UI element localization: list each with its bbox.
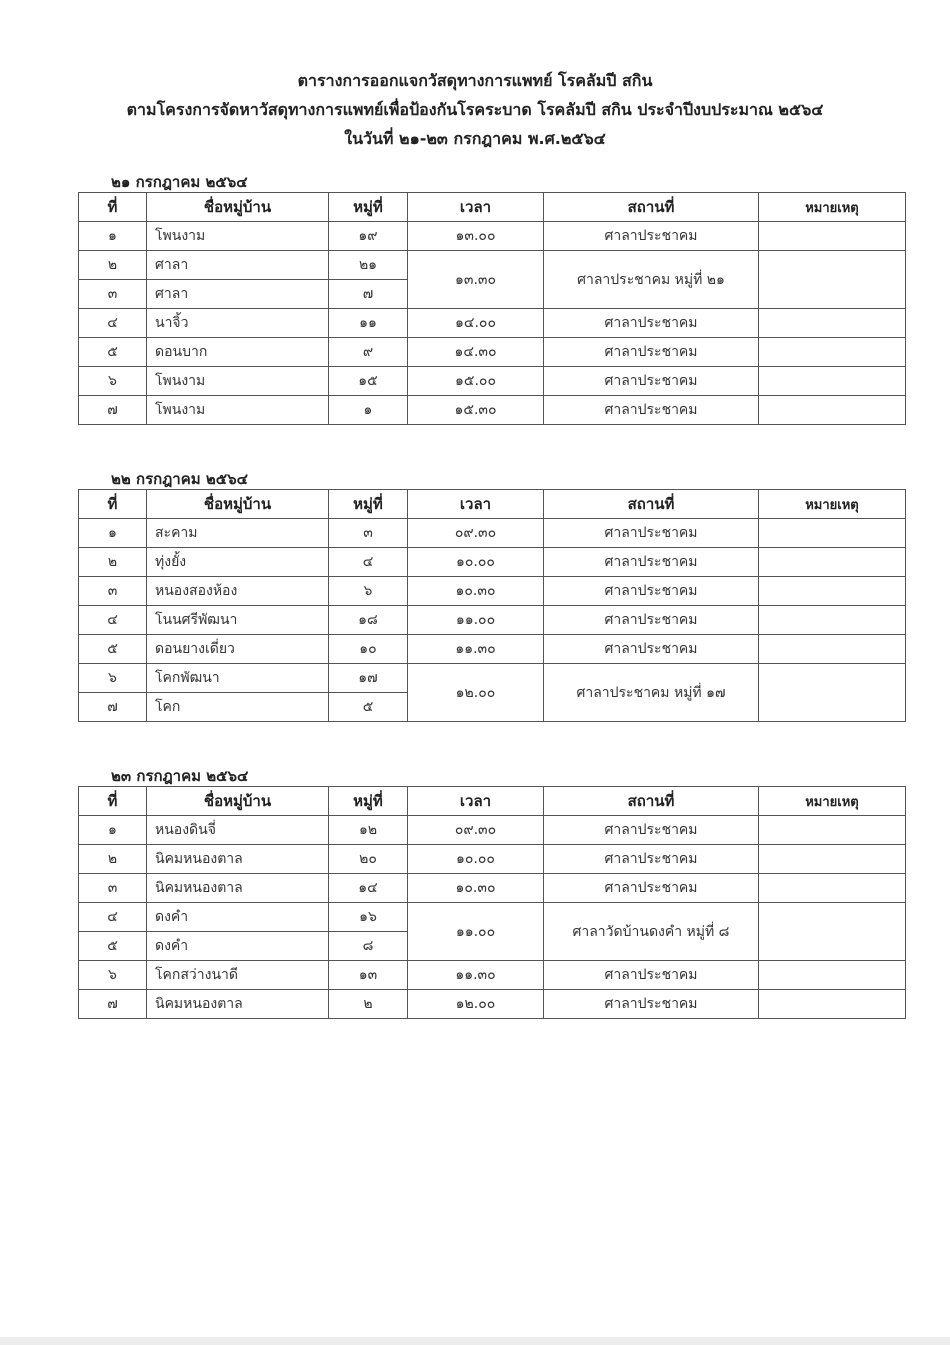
cell-place: ศาลาประชาคม — [544, 548, 759, 577]
cell-no: ๑ — [79, 519, 147, 548]
cell-no: ๖ — [79, 664, 147, 693]
cell-no: ๖ — [79, 961, 147, 990]
cell-time: ๑๔.๓๐ — [408, 338, 544, 367]
cell-village: โนนศรีพัฒนา — [147, 606, 329, 635]
cell-note — [759, 577, 906, 606]
cell-place: ศาลาประชาคม — [544, 990, 759, 1019]
cell-village: นิคมหนองตาล — [147, 845, 329, 874]
col-header-village: ชื่อหมู่บ้าน — [147, 193, 329, 222]
cell-time: ๑๑.๓๐ — [408, 961, 544, 990]
cell-note — [759, 367, 906, 396]
cell-no: ๓ — [79, 280, 147, 309]
cell-time: ๑๑.๐๐ — [408, 606, 544, 635]
cell-place: ศาลาประชาคม — [544, 635, 759, 664]
cell-moo: ๑๕ — [329, 367, 408, 396]
cell-place: ศาลาประชาคม — [544, 961, 759, 990]
col-header-place: สถานที่ — [544, 193, 759, 222]
cell-no: ๔ — [79, 309, 147, 338]
col-header-note: หมายเหตุ — [759, 193, 906, 222]
col-header-no: ที่ — [79, 787, 147, 816]
cell-moo: ๔ — [329, 548, 408, 577]
cell-time: ๑๒.๐๐ — [408, 664, 544, 722]
cell-note — [759, 606, 906, 635]
header-dates: ในวันที่ ๒๑-๒๓ กรกฎาคม พ.ศ.๒๕๖๔ — [344, 129, 606, 148]
cell-note — [759, 222, 906, 251]
cell-place: ศาลาประชาคม — [544, 874, 759, 903]
cell-no: ๓ — [79, 577, 147, 606]
cell-time: ๑๐.๐๐ — [408, 845, 544, 874]
table-row — [79, 903, 906, 932]
table-row — [79, 519, 906, 548]
cell-village: ศาลา — [147, 280, 329, 309]
col-header-note: หมายเหตุ — [759, 787, 906, 816]
table-header-row — [79, 490, 906, 519]
cell-moo: ๕ — [329, 693, 408, 722]
cell-no: ๖ — [79, 367, 147, 396]
cell-moo: ๓ — [329, 519, 408, 548]
cell-no: ๗ — [79, 396, 147, 425]
cell-moo: ๒ — [329, 990, 408, 1019]
cell-time: ๐๙.๓๐ — [408, 519, 544, 548]
cell-moo: ๒๐ — [329, 845, 408, 874]
cell-moo: ๘ — [329, 932, 408, 961]
col-header-moo: หมู่ที่ — [329, 490, 408, 519]
cell-note — [759, 338, 906, 367]
cell-place: ศาลาประชาคม — [544, 606, 759, 635]
cell-moo: ๖ — [329, 577, 408, 606]
cell-time: ๑๓.๓๐ — [408, 251, 544, 309]
table-row — [79, 874, 906, 903]
cell-time: ๑๔.๐๐ — [408, 309, 544, 338]
cell-village: โพนงาม — [147, 396, 329, 425]
cell-no: ๔ — [79, 606, 147, 635]
cell-time: ๑๐.๓๐ — [408, 874, 544, 903]
table-row — [79, 816, 906, 845]
cell-note — [759, 845, 906, 874]
cell-moo: ๑๒ — [329, 816, 408, 845]
table-row — [79, 845, 906, 874]
day-section-22 — [78, 469, 905, 722]
cell-time: ๑๑.๐๐ — [408, 903, 544, 961]
cell-place: ศาลาประชาคม — [544, 396, 759, 425]
cell-moo: ๑๔ — [329, 874, 408, 903]
header-project: ตามโครงการจัดหาวัสดุทางการแพทย์เพื่อป้องกันโรคระบาด โรคลัมปี สกิน ประจำปีงบประมาณ ๒๕๖๔ — [126, 100, 824, 119]
cell-village: ดงคำ — [147, 932, 329, 961]
cell-time: ๑๐.๐๐ — [408, 548, 544, 577]
schedule-table — [78, 192, 906, 425]
day-date-label: ๒๓ กรกฎาคม ๒๕๖๔ — [111, 767, 249, 785]
cell-place: ศาลาประชาคม — [544, 577, 759, 606]
table-row — [79, 577, 906, 606]
cell-village: นิคมหนองตาล — [147, 874, 329, 903]
cell-no: ๓ — [79, 874, 147, 903]
cell-no: ๗ — [79, 693, 147, 722]
cell-note — [759, 396, 906, 425]
cell-time: ๑๓.๐๐ — [408, 222, 544, 251]
col-header-village: ชื่อหมู่บ้าน — [147, 490, 329, 519]
cell-place: ศาลาประชาคม — [544, 816, 759, 845]
cell-village: หนองดินจี่ — [147, 816, 329, 845]
cell-no: ๑ — [79, 816, 147, 845]
cell-place: ศาลาประชาคม — [544, 519, 759, 548]
table-row — [79, 961, 906, 990]
cell-moo: ๑๐ — [329, 635, 408, 664]
cell-place: ศาลาประชาคม — [544, 222, 759, 251]
cell-moo: ๑๙ — [329, 222, 408, 251]
cell-note — [759, 251, 906, 309]
table-row — [79, 664, 906, 693]
cell-moo: ๑๘ — [329, 606, 408, 635]
cell-village: โพนงาม — [147, 367, 329, 396]
table-row — [79, 367, 906, 396]
cell-no: ๕ — [79, 932, 147, 961]
day-date-label: ๒๑ กรกฎาคม ๒๕๖๔ — [111, 173, 248, 191]
cell-village: ศาลา — [147, 251, 329, 280]
schedule-table — [78, 786, 906, 1019]
cell-time: ๑๐.๓๐ — [408, 577, 544, 606]
cell-note — [759, 903, 906, 961]
cell-no: ๑ — [79, 222, 147, 251]
document-header — [0, 66, 950, 153]
cell-moo: ๙ — [329, 338, 408, 367]
cell-moo: ๑๑ — [329, 309, 408, 338]
cell-moo: ๑๗ — [329, 664, 408, 693]
cell-place: ศาลาประชาคม หมู่ที่ ๑๗ — [544, 664, 759, 722]
col-header-time: เวลา — [408, 787, 544, 816]
cell-place: ศาลาประชาคม — [544, 845, 759, 874]
table-row — [79, 548, 906, 577]
schedule-table — [78, 489, 906, 722]
day-section-21 — [78, 172, 905, 425]
col-header-place: สถานที่ — [544, 490, 759, 519]
cell-note — [759, 548, 906, 577]
table-header-row — [79, 787, 906, 816]
cell-note — [759, 874, 906, 903]
cell-village: โพนงาม — [147, 222, 329, 251]
table-row — [79, 606, 906, 635]
header-title: ตารางการออกแจกวัสดุทางการแพทย์ โรคลัมปี สกิน — [297, 71, 653, 90]
cell-village: ทุ่งยั้ง — [147, 548, 329, 577]
cell-moo: ๗ — [329, 280, 408, 309]
cell-moo: ๑ — [329, 396, 408, 425]
cell-no: ๕ — [79, 635, 147, 664]
table-row — [79, 990, 906, 1019]
cell-note — [759, 816, 906, 845]
cell-moo: ๑๖ — [329, 903, 408, 932]
cell-note — [759, 635, 906, 664]
table-row — [79, 338, 906, 367]
cell-village: นาจิ้ว — [147, 309, 329, 338]
col-header-village: ชื่อหมู่บ้าน — [147, 787, 329, 816]
cell-time: ๑๒.๐๐ — [408, 990, 544, 1019]
day-date-label: ๒๒ กรกฎาคม ๒๕๖๔ — [111, 470, 248, 488]
col-header-note: หมายเหตุ — [759, 490, 906, 519]
cell-place: ศาลาประชาคม หมู่ที่ ๒๑ — [544, 251, 759, 309]
cell-time: ๑๕.๐๐ — [408, 367, 544, 396]
cell-note — [759, 519, 906, 548]
page-bottom-edge — [0, 1337, 950, 1345]
cell-moo: ๒๑ — [329, 251, 408, 280]
cell-no: ๒ — [79, 845, 147, 874]
cell-moo: ๑๓ — [329, 961, 408, 990]
col-header-place: สถานที่ — [544, 787, 759, 816]
table-header-row — [79, 193, 906, 222]
cell-note — [759, 664, 906, 722]
cell-village: นิคมหนองตาล — [147, 990, 329, 1019]
table-row — [79, 635, 906, 664]
cell-village: หนองสองห้อง — [147, 577, 329, 606]
table-row — [79, 309, 906, 338]
cell-village: โคกสว่างนาดี — [147, 961, 329, 990]
cell-village: ดงคำ — [147, 903, 329, 932]
cell-village: ดอนบาก — [147, 338, 329, 367]
cell-village: ดอนยางเดี่ยว — [147, 635, 329, 664]
cell-village: โคก — [147, 693, 329, 722]
table-row — [79, 251, 906, 280]
cell-time: ๑๑.๓๐ — [408, 635, 544, 664]
col-header-time: เวลา — [408, 193, 544, 222]
col-header-moo: หมู่ที่ — [329, 787, 408, 816]
table-row — [79, 222, 906, 251]
col-header-no: ที่ — [79, 193, 147, 222]
table-row — [79, 396, 906, 425]
cell-place: ศาลาประชาคม — [544, 309, 759, 338]
cell-place: ศาลาประชาคม — [544, 338, 759, 367]
cell-note — [759, 990, 906, 1019]
cell-note — [759, 961, 906, 990]
col-header-time: เวลา — [408, 490, 544, 519]
cell-no: ๔ — [79, 903, 147, 932]
col-header-moo: หมู่ที่ — [329, 193, 408, 222]
cell-no: ๒ — [79, 251, 147, 280]
day-section-23 — [78, 766, 905, 1019]
cell-no: ๗ — [79, 990, 147, 1019]
cell-place: ศาลาประชาคม — [544, 367, 759, 396]
cell-place: ศาลาวัดบ้านดงคำ หมู่ที่ ๘ — [544, 903, 759, 961]
cell-time: ๐๙.๓๐ — [408, 816, 544, 845]
cell-village: สะคาม — [147, 519, 329, 548]
cell-note — [759, 309, 906, 338]
cell-time: ๑๕.๓๐ — [408, 396, 544, 425]
cell-no: ๒ — [79, 548, 147, 577]
cell-village: โคกพัฒนา — [147, 664, 329, 693]
col-header-no: ที่ — [79, 490, 147, 519]
cell-no: ๕ — [79, 338, 147, 367]
